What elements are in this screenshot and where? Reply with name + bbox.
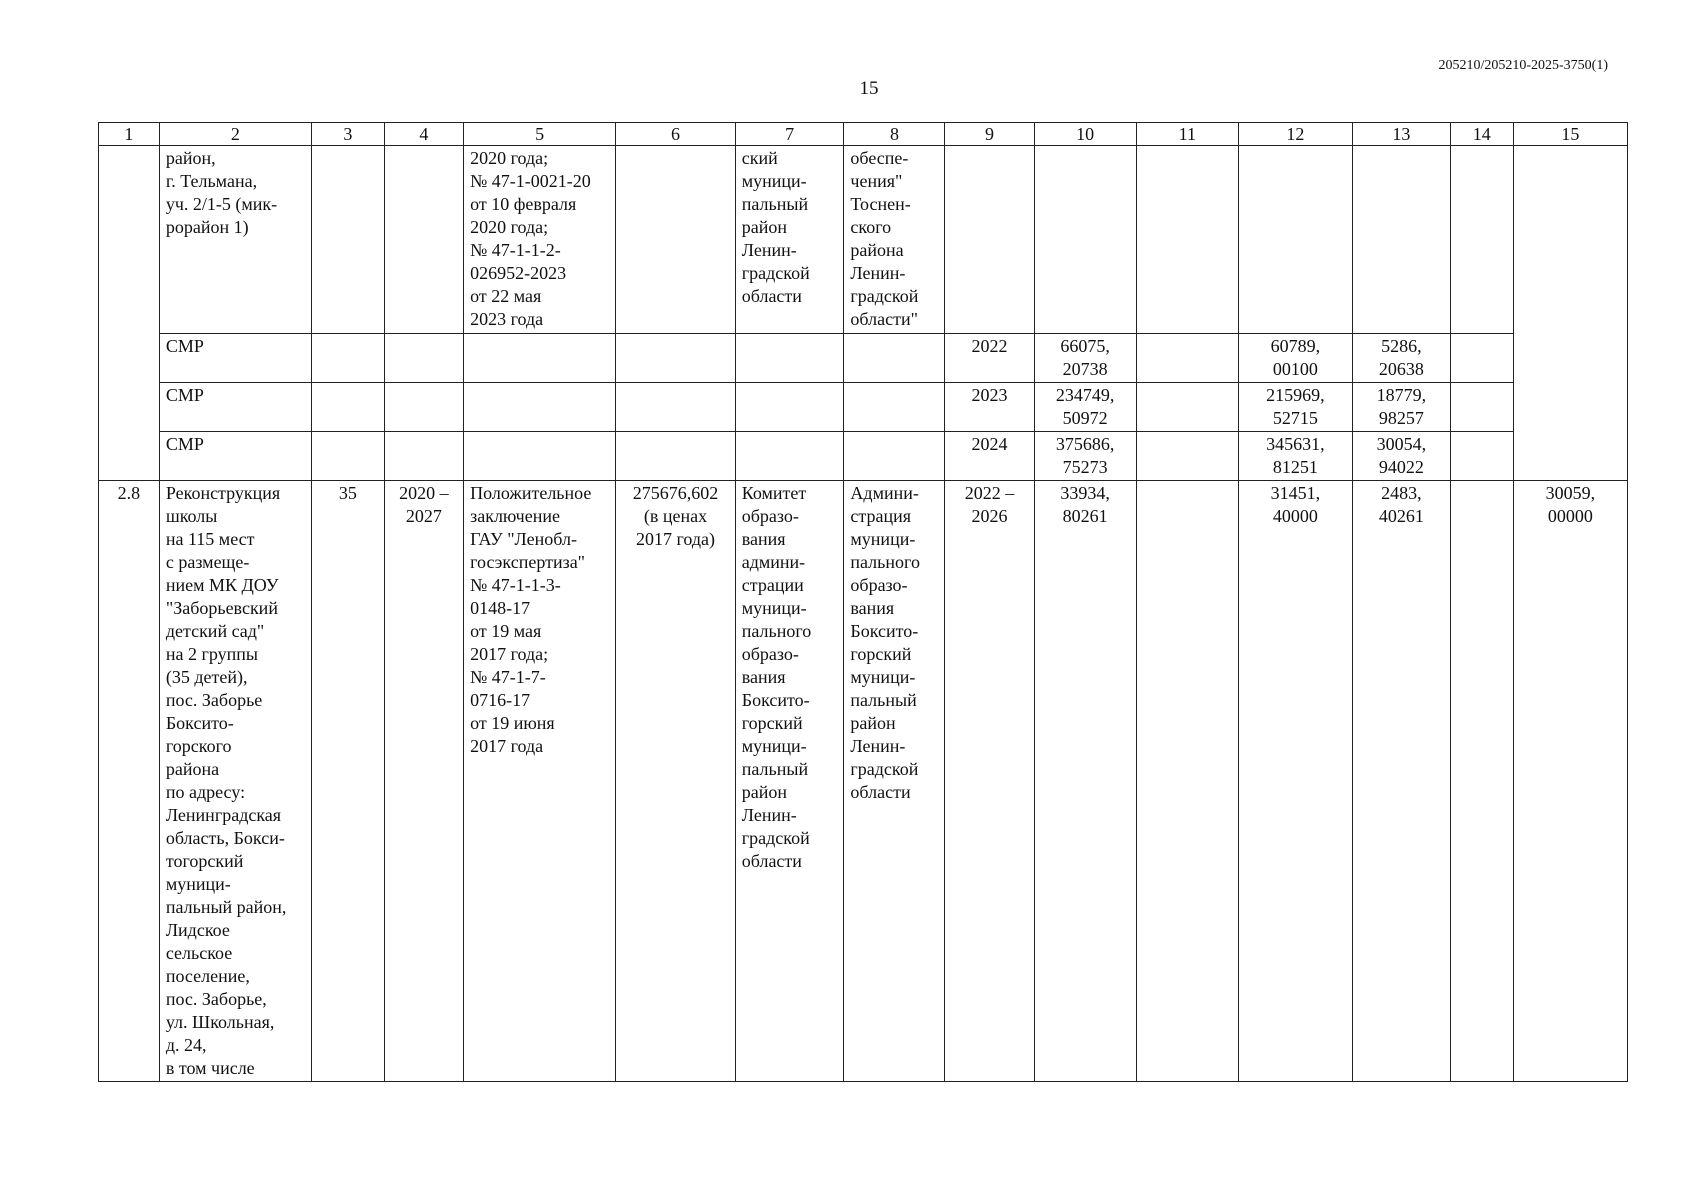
smr-row: [99, 432, 1628, 481]
table-cell: [616, 383, 736, 432]
smr-label: СМР: [159, 383, 311, 432]
local-cell: 2483, 40261: [1352, 481, 1450, 1082]
header-cell: 3: [311, 123, 384, 146]
capacity-cell: 35: [311, 481, 384, 1082]
table-cell: [616, 432, 736, 481]
smr-local: 18779, 98257: [1352, 383, 1450, 432]
header-cell: 1: [99, 123, 160, 146]
table-cell: [384, 334, 463, 383]
object-name-cell: район, г. Тельмана, уч. 2/1-5 (мик- рорайон 1): [159, 146, 311, 334]
header-cell: 12: [1238, 123, 1352, 146]
table-cell: [844, 432, 945, 481]
smr-regional: 60789, 00100: [1238, 334, 1352, 383]
header-cell: 7: [735, 123, 844, 146]
total-cell: 33934, 80261: [1034, 481, 1136, 1082]
table-cell: [1450, 432, 1513, 481]
table-cell: [384, 383, 463, 432]
table-cell: [1450, 481, 1513, 1082]
header-cell: 2: [159, 123, 311, 146]
object-name-cell: Реконструкция школы на 115 мест с размеще- нием МК ДОУ "Заборьевский детский сад" на 2 группы (35 детей), пос. Заборье Боксито- горского района по адресу: Ленинградская область, Бокси- тогорский муници- пальный район, Лидское сельское поселение, пос. Заборье, ул. Школьная, д. 24, в том числе: [159, 481, 311, 1082]
smr-total: 234749, 50972: [1034, 383, 1136, 432]
smr-regional: 215969, 52715: [1238, 383, 1352, 432]
table-cell: [464, 432, 616, 481]
table-cell: [1238, 146, 1352, 334]
period-cell: 2020 – 2027: [384, 481, 463, 1082]
smr-year: 2024: [945, 432, 1034, 481]
smr-row: [99, 383, 1628, 432]
customer-cell: ский муници- пальный район Ленин- градской области: [735, 146, 844, 334]
smr-year: 2023: [945, 383, 1034, 432]
table-cell: [844, 334, 945, 383]
table-cell: [1136, 481, 1238, 1082]
header-cell: 5: [464, 123, 616, 146]
header-cell: 10: [1034, 123, 1136, 146]
table-cell: [616, 146, 736, 334]
column-15-cell: 30059, 00000: [1513, 481, 1627, 1082]
smr-regional: 345631, 81251: [1238, 432, 1352, 481]
expertise-cell: Положительное заключение ГАУ "Ленобл- госэкспертиза" № 47-1-1-3- 0148-17 от 19 мая 2017 года; № 47-1-7- 0716-17 от 19 июня 2017 года: [464, 481, 616, 1082]
table-cell: [311, 383, 384, 432]
table-cell: [1136, 334, 1238, 383]
smr-label: СМР: [159, 334, 311, 383]
table-cell: [384, 146, 463, 334]
table-cell: [1136, 146, 1238, 334]
smr-local: 30054, 94022: [1352, 432, 1450, 481]
header-cell: 15: [1513, 123, 1627, 146]
table-cell: [735, 432, 844, 481]
header-cell: 11: [1136, 123, 1238, 146]
program-table: [98, 122, 1628, 1082]
table-cell: [311, 432, 384, 481]
customer-cell: Комитет образо- вания админи- страции муници- пального образо- вания Боксито- горский муници- пальный район Ленин- градской области: [735, 481, 844, 1082]
regional-cell: 31451, 40000: [1238, 481, 1352, 1082]
table-cell: [735, 383, 844, 432]
table-cell: [99, 146, 160, 481]
table-cell: [844, 383, 945, 432]
table-cell: [311, 146, 384, 334]
developer-cell: обеспе- чения" Тоснен- ского района Ленин- градской области": [844, 146, 945, 334]
smr-total: 375686, 75273: [1034, 432, 1136, 481]
table-cell: [1450, 146, 1513, 334]
years-cell: 2022 – 2026: [945, 481, 1034, 1082]
developer-cell: Админи- страция муници- пального образо- вания Боксито- горский муници- пальный район Ленин- градской области: [844, 481, 945, 1082]
header-cell: 6: [616, 123, 736, 146]
smr-local: 5286, 20638: [1352, 334, 1450, 383]
table-row-2-8: [99, 481, 1628, 1082]
table-cell: [384, 432, 463, 481]
page-number: 15: [859, 78, 879, 99]
table-cell: [1034, 146, 1136, 334]
column-number-header-row: [99, 123, 1628, 146]
document-id: 205210/205210-2025-3750(1): [1438, 58, 1608, 73]
table-cell: [1450, 334, 1513, 383]
table-cell: [1450, 383, 1513, 432]
table-cell: [1352, 146, 1450, 334]
header-cell: 14: [1450, 123, 1513, 146]
continued-row: [99, 146, 1628, 334]
table-cell: [735, 334, 844, 383]
header-cell: 8: [844, 123, 945, 146]
estimated-cost-cell: 275676,602 (в ценах 2017 года): [616, 481, 736, 1082]
row-number: 2.8: [99, 481, 160, 1082]
smr-row: [99, 334, 1628, 383]
table-cell: [1136, 383, 1238, 432]
table-cell: [311, 334, 384, 383]
smr-total: 66075, 20738: [1034, 334, 1136, 383]
expertise-cell: 2020 года; № 47-1-0021-20 от 10 февраля 2020 года; № 47-1-1-2- 026952-2023 от 22 мая 2023 года: [464, 146, 616, 334]
table-cell: [464, 383, 616, 432]
table-cell: [464, 334, 616, 383]
table-cell: [945, 146, 1034, 334]
header-cell: 9: [945, 123, 1034, 146]
header-cell: 13: [1352, 123, 1450, 146]
table-cell: [1513, 146, 1627, 481]
table-cell: [1136, 432, 1238, 481]
smr-year: 2022: [945, 334, 1034, 383]
smr-label: СМР: [159, 432, 311, 481]
table-cell: [616, 334, 736, 383]
header-cell: 4: [384, 123, 463, 146]
